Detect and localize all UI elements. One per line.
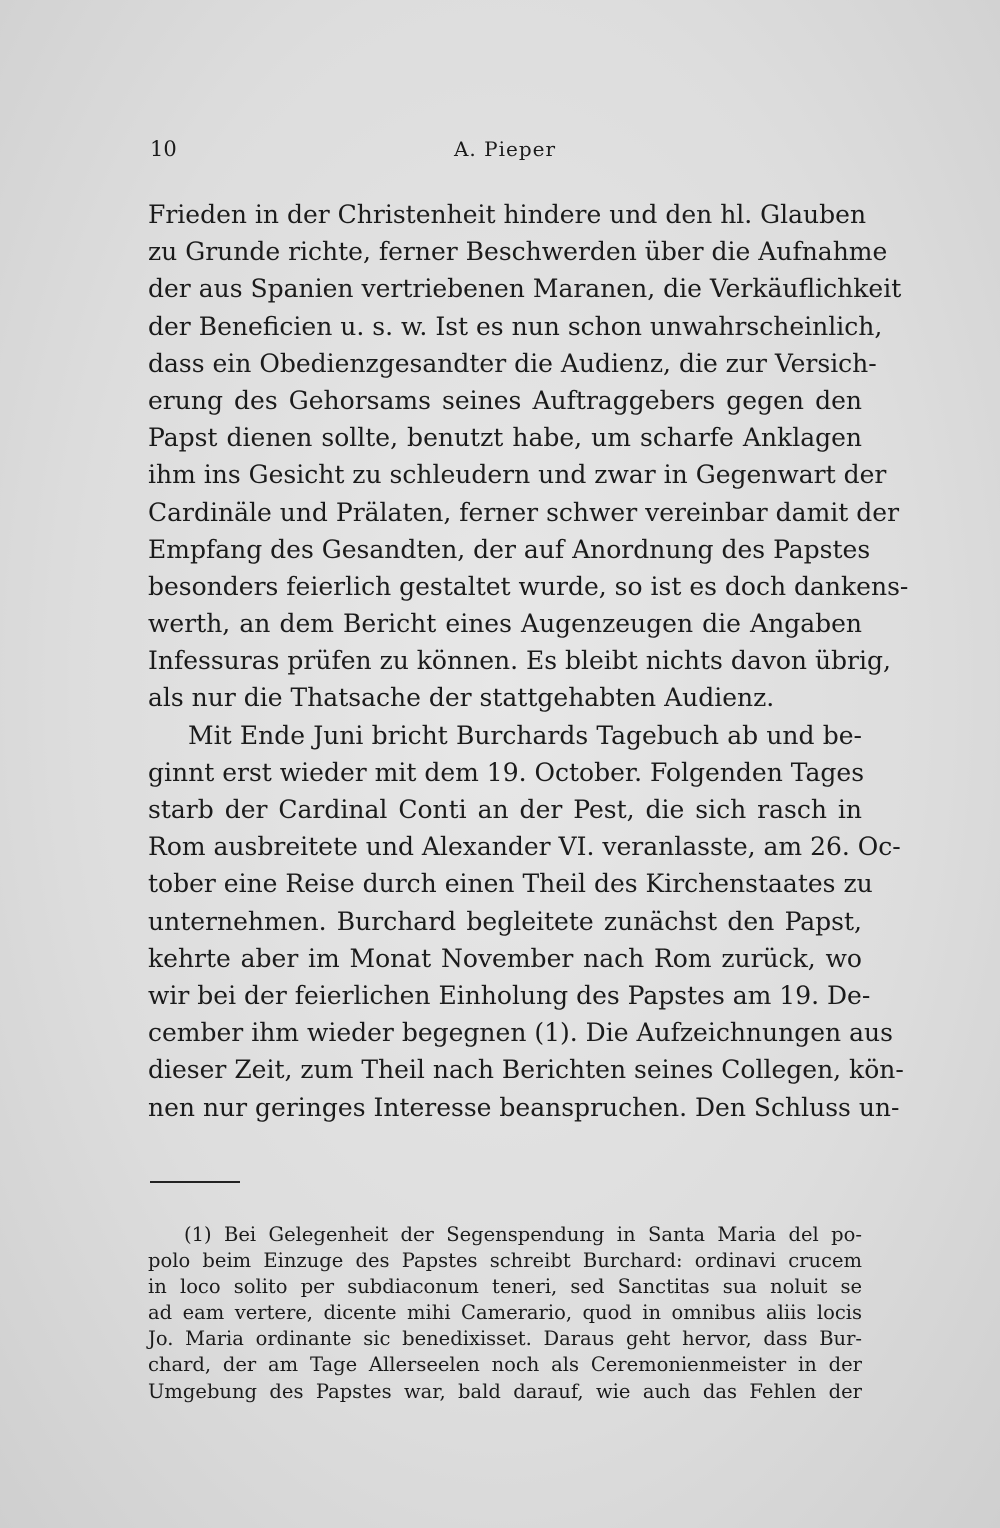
text-line: starb der Cardinal Conti an der Pest, die sich rasch in [148,795,862,824]
text-line: kehrte aber im Monat November nach Rom zurück, wo [148,943,862,973]
text-line: als nur die Thatsache der stattgehabten Audienz. [148,683,775,713]
page-header [150,137,860,167]
text-line: dieser Zeit, zum Theil nach Berichten seines Collegen, kön- [148,1055,904,1085]
text-line: wir bei der feierlichen Einholung des Papstes am 19. De- [148,980,871,1010]
footnote-line: (1) Bei Gelegenheit der Segenspendung in Santa Maria del po- [184,1223,862,1246]
footnote-line: polo beim Einzuge des Papstes schreibt Burchard: ordinavi crucem [148,1249,862,1273]
footnote-separator [150,1181,240,1183]
text-line: der Beneficien u. s. w. Ist es nun schon unwahrscheinlich, [148,311,883,341]
footnote [148,1222,862,1405]
text-line: Empfang des Gesandten, der auf Anordnung des Papstes [148,534,871,564]
footnote-line: ad eam vertere, dicente mihi Camerario, quod in omnibus aliis locis [148,1301,862,1325]
text-line: Papst dienen sollte, benutzt habe, um scharfe Anklagen [148,423,862,453]
footnote-line: chard, der am Tage Allerseelen noch als Ceremonienmeister in der [148,1353,862,1377]
text-line: Cardinäle und Prälaten, ferner schwer vereinbar damit der [148,497,900,527]
footnote-line: Jo. Maria ordinante sic benedixisset. Daraus geht hervor, dass Bur- [148,1327,862,1351]
paragraph-start-line: Mit Ende Juni bricht Burchards Tagebuch ab und be- [188,720,862,750]
text-line: dass ein Obedienzgesandter die Audienz, die zur Versich- [148,348,877,378]
footnote-line: in loco solito per subdiaconum teneri, sed Sanctitas sua noluit se [148,1275,862,1299]
text-line: zu Grunde richte, ferner Beschwerden über die Aufnahme [148,237,888,267]
text-line: der aus Spanien vertriebenen Maranen, die Verkäuflichkeit [148,274,902,304]
text-line: ihm ins Gesicht zu schleudern und zwar in Gegenwart der [148,460,887,490]
running-head: A. Pieper [453,137,557,161]
text-line: tober eine Reise durch einen Theil des Kirchenstaates zu [148,869,873,899]
text-line: cember ihm wieder begegnen (1). Die Aufzeichnungen aus [148,1018,893,1048]
text-line: ginnt erst wieder mit dem 19. October. Folgenden Tages [148,757,865,787]
text-line: unternehmen. Burchard begleitete zunächst den Papst, [148,906,862,936]
text-line: Infessuras prüfen zu können. Es bleibt nichts davon übrig, [148,646,891,676]
text-line: werth, an dem Bericht eines Augenzeugen die Angaben [148,609,862,639]
page-number: 10 [150,137,177,161]
text-line: Frieden in der Christenheit hindere und den hl. Glauben [148,200,867,229]
text-line: erung des Gehorsams seines Auftraggebers gegen den [148,385,862,415]
footnote-line: Umgebung des Papstes war, bald darauf, wie auch das Fehlen der [148,1379,862,1403]
text-line: Rom ausbreitete und Alexander VI. veranlasste, am 26. Oc- [148,832,901,862]
text-line: besonders feierlich gestaltet wurde, so ist es doch dankens- [148,571,909,601]
text-line: nen nur geringes Interesse beanspruchen. Den Schluss un- [148,1092,900,1122]
body-text [148,196,909,1126]
